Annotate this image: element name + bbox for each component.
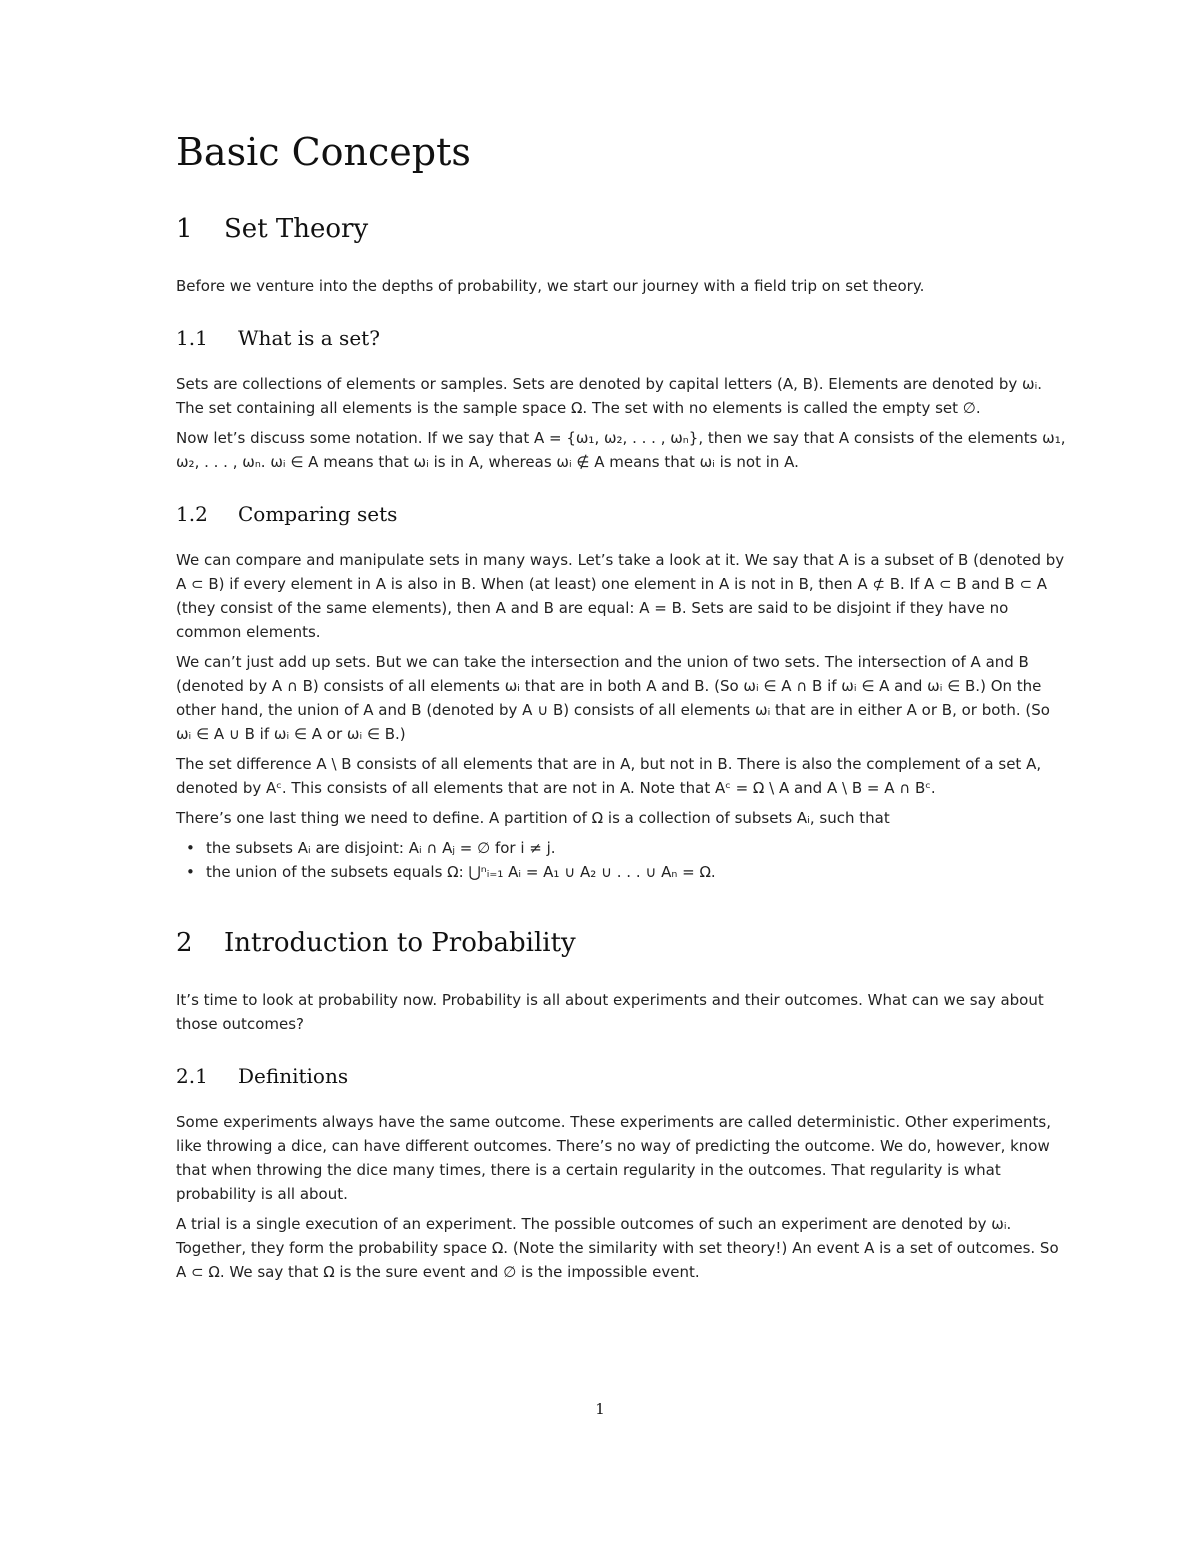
page-number: 1 bbox=[595, 1400, 605, 1418]
list-item: • the union of the subsets equals Ω: ⋃ⁿᵢ₌₁ Aᵢ = A₁ ∪ A₂ ∪ . . . ∪ Aₙ = Ω. bbox=[206, 860, 1066, 884]
paragraph: Some experiments always have the same outcome. These experiments are called deterministic. Other experiments, like throwing a dice, can have different outcomes. There’s no way of predicting the outcome. We do, however, know that when throwing the dice many times, there is a certain regularity in the outcomes. That regularity is what probability is all about. bbox=[176, 1113, 1051, 1203]
subsection-number: 1.2 bbox=[176, 502, 208, 526]
paragraph: We can’t just add up sets. But we can take the intersection and the union of two sets. The intersection of A and B (denoted by A ∩ B) consists of all elements ωᵢ that are in both A and B. (So ωᵢ ∈ A ∩ B if ωᵢ ∈ A and ωᵢ ∈ B.) On the other hand, the union of A and B (denoted by A ∪ B) consists of all elements ωᵢ that are in either A or B, or both. (So ωᵢ ∈ A ∪ B if ωᵢ ∈ A or ωᵢ ∈ B.) bbox=[176, 653, 1050, 743]
paragraph: Now let’s discuss some notation. If we say that A = {ω₁, ω₂, . . . , ωₙ}, then we say that A consists of the elements ω₁, ω₂, . . . , ωₙ. ωᵢ ∈ A means that ωᵢ is in A, whereas ωᵢ ∉ A means that ωᵢ is not in A. bbox=[176, 429, 1066, 471]
subsection-number: 1.1 bbox=[176, 326, 208, 350]
section-number: 1 bbox=[176, 214, 193, 244]
subsection-title: Comparing sets bbox=[238, 502, 398, 526]
paragraph: Sets are collections of elements or samples. Sets are denoted by capital letters (A, B). Elements are denoted by ωᵢ. The set containing all elements is the sample space Ω. The set with no elements is called the empty set ∅. bbox=[176, 375, 1043, 417]
section-intro: It’s time to look at probability now. Probability is all about experiments and their outcomes. What can we say about those outcomes? bbox=[176, 991, 1044, 1033]
section-title: Set Theory bbox=[224, 214, 369, 244]
section-heading bbox=[176, 928, 1066, 958]
section-number: 2 bbox=[176, 928, 193, 958]
section-title: Introduction to Probability bbox=[224, 928, 576, 958]
section-intro: Before we venture into the depths of probability, we start our journey with a field trip on set theory. bbox=[176, 277, 925, 295]
paragraph: We can compare and manipulate sets in many ways. Let’s take a look at it. We say that A is a subset of B (denoted by A ⊂ B) if every element in A is also in B. When (at least) one element in A is not in B, then A ⊄ B. If A ⊂ B and B ⊂ A (they consist of the same elements), then A and B are equal: A = B. Sets are said to be disjoint if they have no common elements. bbox=[176, 551, 1065, 641]
section-heading bbox=[176, 214, 1066, 244]
bullet-list bbox=[176, 836, 1066, 884]
paragraph: A trial is a single execution of an experiment. The possible outcomes of such an experiment are denoted by ωᵢ. Together, they form the probability space Ω. (Note the similarity with set theory!) An event A is a set of outcomes. So A ⊂ Ω. We say that Ω is the sure event and ∅ is the impossible event. bbox=[176, 1215, 1059, 1281]
subsection-title: What is a set? bbox=[238, 326, 380, 350]
document-title: Basic Concepts bbox=[176, 130, 471, 174]
subsection-title: Definitions bbox=[238, 1064, 349, 1088]
subsection-heading bbox=[176, 326, 1066, 350]
subsection-number: 2.1 bbox=[176, 1064, 208, 1088]
list-item: • the subsets Aᵢ are disjoint: Aᵢ ∩ Aⱼ = ∅ for i ≠ j. bbox=[206, 836, 1066, 860]
document-page bbox=[176, 120, 1066, 1290]
paragraph: There’s one last thing we need to define. A partition of Ω is a collection of subsets Aᵢ, such that bbox=[176, 809, 890, 827]
paragraph: The set difference A \ B consists of all elements that are in A, but not in B. There is also the complement of a set A, denoted by Aᶜ. This consists of all elements that are not in A. Note that Aᶜ = Ω \ A and A \ B = A ∩ Bᶜ. bbox=[176, 755, 1042, 797]
subsection-heading bbox=[176, 502, 1066, 526]
subsection-heading bbox=[176, 1064, 1066, 1088]
